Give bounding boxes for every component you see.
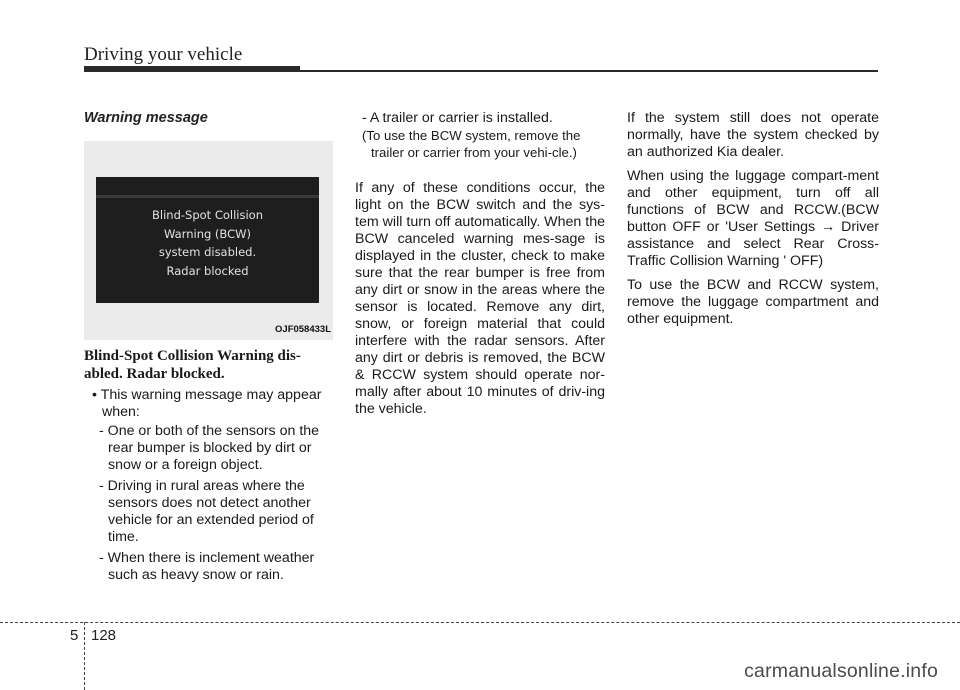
right-column bbox=[627, 110, 879, 335]
display-line: Radar blocked bbox=[166, 263, 249, 278]
cluster-display bbox=[96, 177, 319, 303]
watermark: carmanualsonline.info bbox=[744, 660, 938, 682]
dash-item-note: (To use the BCW system, remove the trailer or carrier from your vehi-cle.) bbox=[362, 128, 581, 160]
dash-item: - When there is inclement weather such as heavy snow or rain. bbox=[99, 550, 315, 583]
display-line: Warning (BCW) bbox=[164, 226, 251, 241]
body-paragraph: If any of these conditions occur, the light on the BCW switch and the sys-tem will turn off automatically. When the BCW canceled warning mes-sage is displayed in the cluster, check to make sure that the rear bumper is free from any dirt or snow in the areas where the sensor is located. Remove any dirt, snow, or foreign material that could interfere with the radar sensors. After any dirt or debris is removed, the BCW & RCCW system should operate nor-mally after about 10 minutes of driv-ing the vehicle. bbox=[355, 180, 605, 417]
body-paragraph: To use the BCW and RCCW system, remove the luggage compartment and other equipment. bbox=[627, 277, 879, 327]
bullet-item: • This warning message may appear when: bbox=[92, 387, 322, 420]
middle-column bbox=[355, 110, 605, 425]
header-bar bbox=[84, 66, 300, 72]
dash-item: - Driving in rural areas where the sensors does not detect another vehicle for an extended period of time. bbox=[99, 478, 314, 545]
cluster-figure bbox=[84, 141, 333, 340]
body-paragraph: If the system still does not operate normally, have the system checked by an authorized Kia dealer. bbox=[627, 110, 879, 160]
footer-divider bbox=[84, 622, 85, 690]
dash-item bbox=[355, 110, 605, 161]
footer-rule bbox=[0, 622, 960, 623]
body-paragraph: When using the luggage compart-ment and other equipment, turn off all functions of BCW and RCCW.(BCW button OFF or 'User Settings → Driver assistance and select Rear Cross-Traffic Collision Warning ' OFF) bbox=[627, 168, 879, 269]
display-strip bbox=[96, 195, 319, 198]
section-heading: Warning message bbox=[84, 110, 208, 126]
dash-item: - One or both of the sensors on the rear bumper is blocked by dirt or snow or a foreign object. bbox=[99, 423, 320, 473]
page-number: 128 bbox=[91, 627, 117, 644]
header-rule bbox=[300, 70, 878, 72]
display-line: Blind-Spot Collision bbox=[152, 208, 263, 222]
display-line: system disabled. bbox=[158, 245, 257, 259]
chapter-number: 5 bbox=[70, 627, 79, 644]
display-message bbox=[96, 206, 319, 280]
page-header-title: Driving your vehicle bbox=[84, 44, 243, 65]
figure-code: OJF058433L bbox=[275, 324, 331, 335]
figure-caption: Blind-Spot Collision Warning dis-abled. Radar blocked. bbox=[84, 348, 301, 382]
left-column bbox=[84, 110, 336, 588]
dash-item-text: - A trailer or carrier is installed. bbox=[362, 110, 553, 126]
